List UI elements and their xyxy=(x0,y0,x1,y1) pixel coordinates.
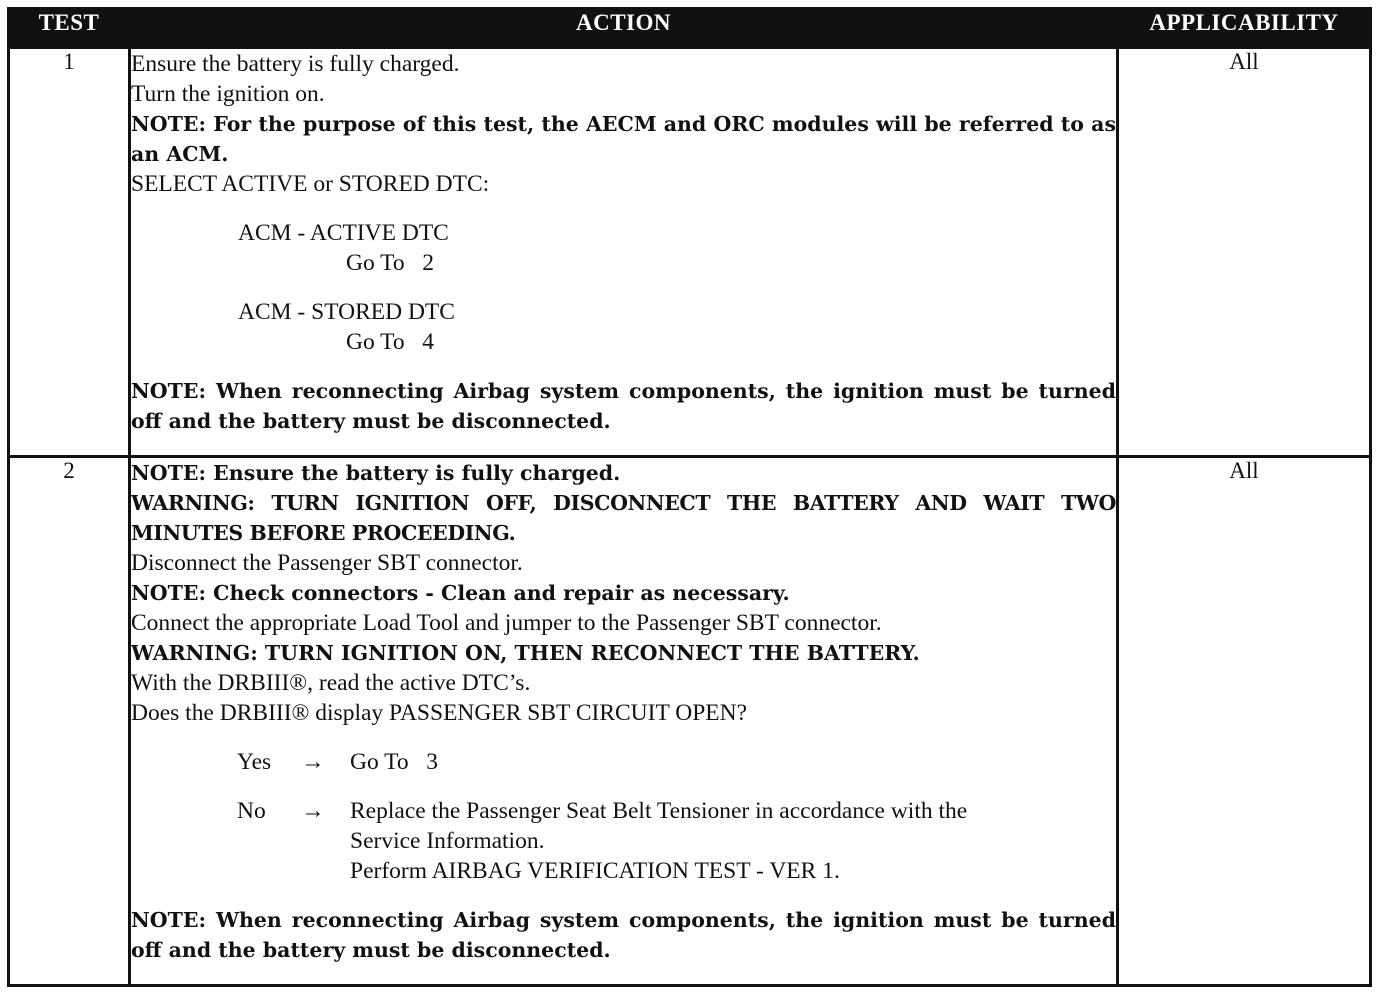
applicability-value: All xyxy=(1118,457,1371,986)
choice-yes xyxy=(131,747,1116,777)
table-row xyxy=(9,48,1371,457)
table-header-row xyxy=(9,9,1371,48)
action-line: Connect the appropriate Load Tool and jumper to the Passenger SBT connector. xyxy=(131,610,882,636)
goto-link: Go To 3 xyxy=(350,749,439,775)
action-cell xyxy=(130,457,1118,986)
option-label: ACM - ACTIVE DTC xyxy=(238,220,449,246)
warning: WARNING: TURN IGNITION OFF, DISCONNECT THE BATTERY AND WAIT TWO MINUTES BEFORE PROCEEDING. xyxy=(131,491,1116,545)
test-number: 1 xyxy=(9,48,130,457)
applicability-value: All xyxy=(1118,48,1371,457)
action-line: With the DRBIII®, read the active DTC’s. xyxy=(131,670,531,696)
choice-key: No xyxy=(237,798,266,824)
option-stored-dtc xyxy=(238,297,1116,357)
choice-result: Service Information. xyxy=(350,828,545,854)
action-cell xyxy=(130,48,1118,457)
choice-result: Perform AIRBAG VERIFICATION TEST - VER 1. xyxy=(350,858,840,884)
header-test: TEST xyxy=(9,9,130,48)
option-label: ACM - STORED DTC xyxy=(238,299,455,325)
header-applicability: APPLICABILITY xyxy=(1118,9,1371,48)
goto-link: Go To 2 xyxy=(346,250,435,276)
choice-no xyxy=(131,796,1116,826)
action-line: SELECT ACTIVE or STORED DTC: xyxy=(131,171,490,197)
diagnostic-test-table xyxy=(7,7,1372,987)
choice-key: Yes xyxy=(237,749,272,775)
note: NOTE: When reconnecting Airbag system components, the ignition must be turned off and the battery must be disconnected. xyxy=(131,379,1116,433)
action-line: Turn the ignition on. xyxy=(131,81,325,107)
note: NOTE: Ensure the battery is fully charged. xyxy=(131,461,621,485)
test-number: 2 xyxy=(9,457,130,986)
arrow-icon: → xyxy=(301,749,325,775)
note: NOTE: For the purpose of this test, the AECM and ORC modules will be referred to as an ACM. xyxy=(131,112,1116,166)
action-line: Disconnect the Passenger SBT connector. xyxy=(131,550,523,576)
header-action: ACTION xyxy=(130,9,1118,48)
action-line: Ensure the battery is fully charged. xyxy=(131,51,460,77)
note: NOTE: Check connectors - Clean and repair as necessary. xyxy=(131,581,790,605)
option-active-dtc xyxy=(238,218,1116,278)
warning: WARNING: TURN IGNITION ON, THEN RECONNECT THE BATTERY. xyxy=(131,641,920,665)
arrow-icon: → xyxy=(301,798,325,824)
goto-link: Go To 4 xyxy=(346,329,435,355)
note: NOTE: When reconnecting Airbag system components, the ignition must be turned off and the battery must be disconnected. xyxy=(131,908,1116,962)
choice-result: Replace the Passenger Seat Belt Tensioner in accordance with the xyxy=(350,798,968,824)
table-row xyxy=(9,457,1371,986)
question: Does the DRBIII® display PASSENGER SBT CIRCUIT OPEN? xyxy=(131,700,748,726)
